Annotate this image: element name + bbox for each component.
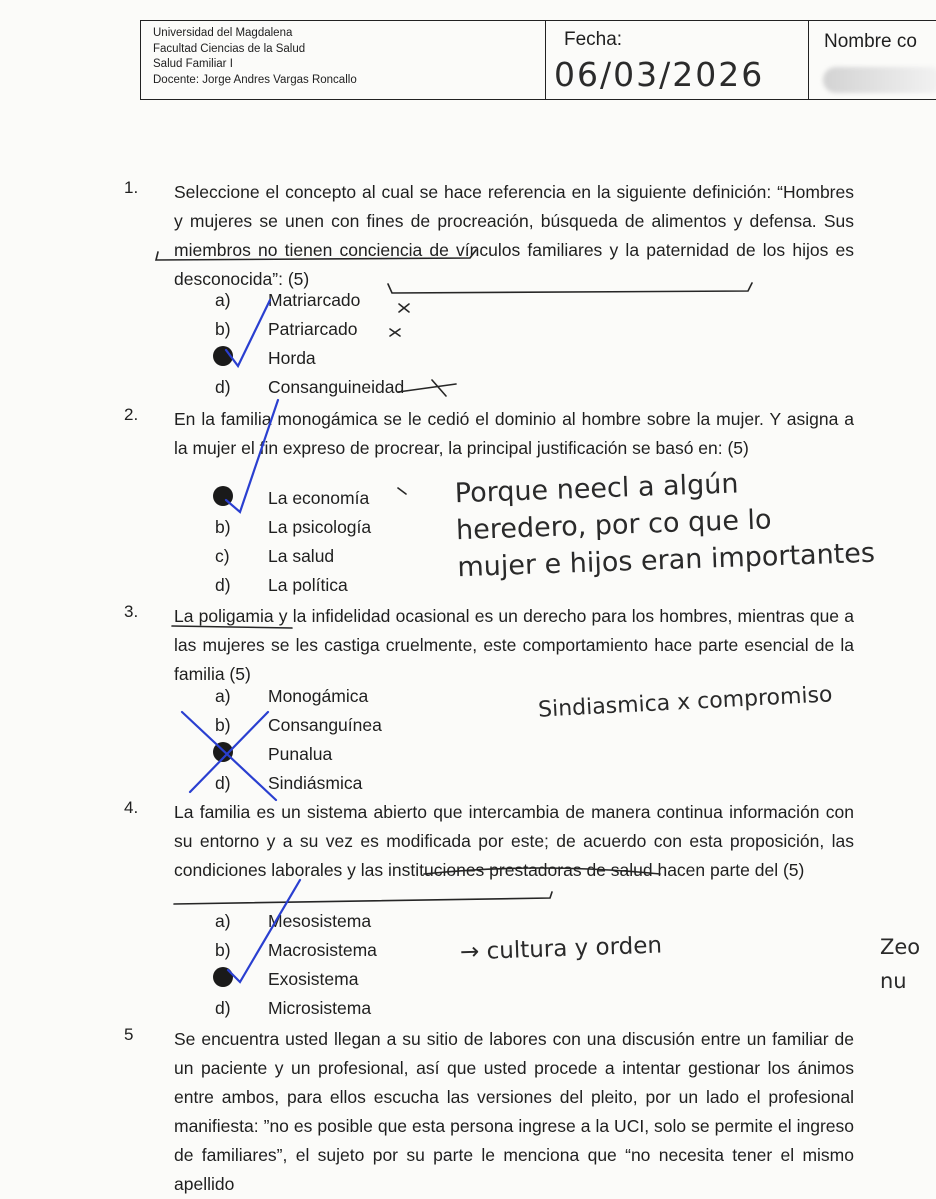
option-text: La economía <box>268 488 370 508</box>
date-value: 06/03/2026 <box>554 55 765 94</box>
date-cell <box>546 21 809 99</box>
option-letter: a) <box>215 911 231 931</box>
question-number: 1. <box>124 178 139 197</box>
institution-line: Docente: Jorge Andres Vargas Roncallo <box>153 73 357 86</box>
question-number: 2. <box>124 405 139 424</box>
selected-mark <box>213 967 233 987</box>
option-text: Exosistema <box>268 969 359 989</box>
question-text: La poligamia y la infidelidad ocasional es un derecho para los hombres, mientras que a las mujeres se les castiga cruelmente, este comportamiento hace parte esencial de la familia (5) <box>174 606 854 684</box>
option-c[interactable] <box>215 744 535 772</box>
selected-mark <box>213 486 233 506</box>
option-letter: a) <box>215 290 231 310</box>
underline-q4-prestadoras <box>174 892 552 904</box>
option-text: Consanguineidad <box>268 377 405 397</box>
note-line: heredero, por co que lo <box>455 504 773 547</box>
option-c[interactable] <box>215 969 535 997</box>
question-number: 3. <box>124 602 139 621</box>
selected-mark <box>213 346 233 366</box>
option-text: Macrosistema <box>268 940 377 960</box>
option-d[interactable] <box>215 377 535 405</box>
redacted-name <box>823 67 936 93</box>
date-label: Fecha: <box>564 29 623 50</box>
question-text: La familia es un sistema abierto que intercambia de manera continua información con su entorno y a su vez es modificada por este; de acuerdo con esta proposición, las condiciones laborales y las instituciones prestadoras de salud hacen parte del (5) <box>174 802 854 880</box>
option-text: Consanguínea <box>268 715 382 735</box>
option-a[interactable] <box>215 911 535 939</box>
option-letter: b) <box>215 517 231 537</box>
handwritten-note-q3: Sindiasmica x compromiso <box>537 682 834 723</box>
option-text: Sindiásmica <box>268 773 363 793</box>
option-letter: b) <box>215 715 231 735</box>
option-letter: d) <box>215 377 231 397</box>
institution-line: Salud Familiar I <box>153 58 233 70</box>
option-letter: d) <box>215 575 231 595</box>
note-line: Porque neecl a algún <box>454 468 739 510</box>
option-letter: a) <box>215 686 231 706</box>
option-letter: d) <box>215 773 231 793</box>
question-number: 4. <box>124 798 139 817</box>
institution-block <box>141 21 546 99</box>
option-text: La salud <box>268 546 335 566</box>
option-text: Mesosistema <box>268 911 372 931</box>
question-text: Se encuentra usted llegan a su sitio de labores con una discusión entre un familiar de un paciente y un profesional, así que usted procede a intentar gestionar los ánimos entre ambos, para ellos escucha las versiones del pleito, por un lado el profesional manifiesta: ”no es posible que esta persona ingrese a la UCI, solo se permite el ingreso de familiares”, el sujeto por su parte le menciona que “no necesita tener el mismo apellido <box>174 1029 854 1194</box>
question-text: Seleccione el concepto al cual se hace referencia en la siguiente definición: “Hombres y mujeres se unen con fines de procreación, búsqueda de alimentos y defensa. Sus miembros no tienen conciencia de vínculos familiares y la paternidad de los hijos es desconocida”: (5) <box>174 182 854 289</box>
option-text: Matriarcado <box>268 290 361 310</box>
name-label: Nombre co <box>824 31 917 52</box>
option-a[interactable] <box>215 686 535 714</box>
option-text: Monogámica <box>268 686 369 706</box>
handwritten-note-q4: → cultura y orden <box>459 932 663 966</box>
option-letter: b) <box>215 319 231 339</box>
option-b[interactable] <box>215 715 535 743</box>
note-line: Zeo <box>880 935 921 959</box>
note-line: nu <box>880 969 907 993</box>
option-text: La política <box>268 575 348 595</box>
option-a[interactable] <box>215 290 535 318</box>
question-text: En la familia monogámica se le cedió el dominio al hombre sobre la mujer. Y asigna a la mujer el fin expreso de procrear, la principal justificación se basó en: (5) <box>174 409 854 458</box>
option-d[interactable] <box>215 773 535 801</box>
institution-line: Facultad Ciencias de la Salud <box>153 42 306 55</box>
option-text: Patriarcado <box>268 319 358 339</box>
option-c[interactable] <box>215 348 535 376</box>
handwritten-note-q2 <box>454 461 875 587</box>
handwritten-margin-note <box>880 930 920 998</box>
institution-line: Universidad del Magdalena <box>153 27 293 39</box>
option-text: La psicología <box>268 517 372 537</box>
option-letter: b) <box>215 940 231 960</box>
option-text: Horda <box>268 348 316 368</box>
exam-header <box>140 20 936 100</box>
option-d[interactable] <box>215 998 535 1026</box>
question-number: 5 <box>124 1025 134 1044</box>
option-b[interactable] <box>215 319 535 347</box>
option-letter: c) <box>215 546 230 566</box>
option-letter: d) <box>215 998 231 1018</box>
note-line: mujer e hijos eran importantes <box>456 537 876 584</box>
name-cell <box>809 21 936 99</box>
option-text: Punalua <box>268 744 333 764</box>
selected-mark <box>213 742 233 762</box>
option-text: Microsistema <box>268 998 372 1018</box>
